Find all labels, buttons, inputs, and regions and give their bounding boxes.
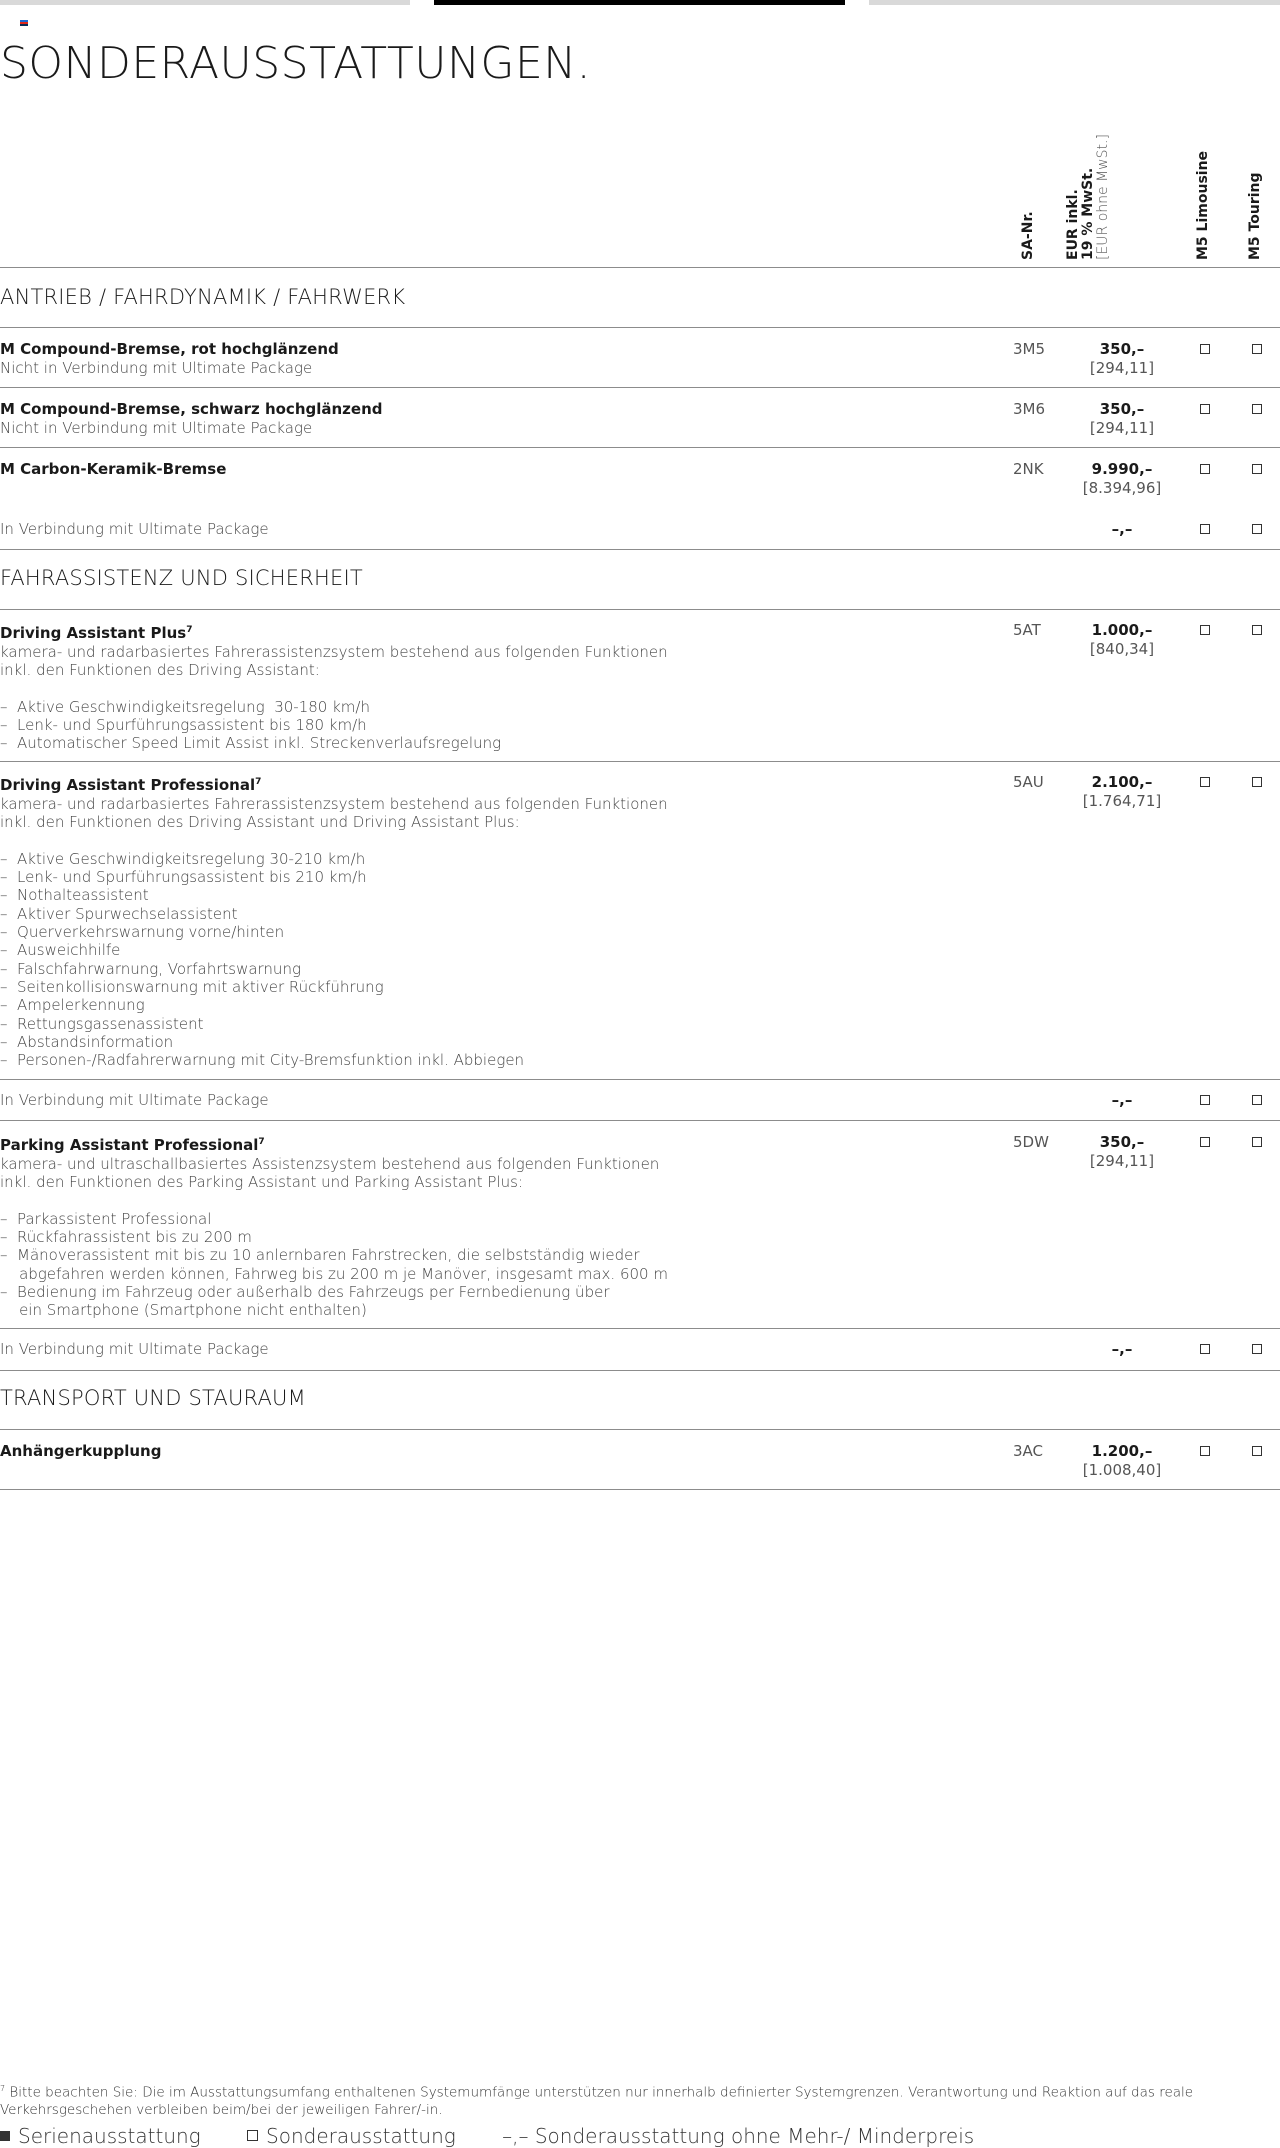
row-desc: In Verbindung mit Ultimate Package — [0, 520, 269, 538]
row-title: Driving Assistant Professional$^7$ — [0, 776, 262, 794]
divider — [0, 1328, 1280, 1329]
legend-serien: Serienausstattung — [0, 2124, 201, 2148]
divider — [0, 1429, 1280, 1430]
row-desc: kamera- und radarbasiertes Fahrerassistenzsystem bestehend aus folgenden Funktionen inkl. den Funktionen des Driving Assistant: – Aktive Geschwindigkeitsregelung 30-180 km/h – Lenk- und Spurführungsassistent bis 180 km/h – Automatischer Speed Limit Assist inkl. Streckenverlaufsregelung — [0, 643, 668, 753]
row-title: Parking Assistant Professional$^7$ — [0, 1136, 265, 1154]
table-row — [0, 520, 1280, 538]
open-square-icon — [1252, 777, 1262, 787]
open-square-icon — [1200, 1344, 1210, 1354]
row-price: 2.100,– [1.764,71] — [1082, 773, 1162, 810]
table-row — [0, 1133, 1280, 1320]
open-square-icon — [1252, 404, 1262, 414]
section-title-antrieb: ANTRIEB / FAHRDYNAMIK / FAHRWERK — [0, 285, 406, 309]
row-desc: Nicht in Verbindung mit Ultimate Package — [0, 419, 313, 437]
row-price: 1.000,– [840,34] — [1089, 621, 1155, 658]
row-price: –,– — [1111, 1340, 1133, 1358]
col-sa-nr: SA-Nr. — [1020, 211, 1036, 260]
open-square-icon — [1200, 1446, 1210, 1456]
row-title: M Carbon-Keramik-Bremse — [0, 460, 227, 478]
open-square-icon — [1200, 404, 1210, 414]
row-code: 5AU — [1013, 773, 1044, 791]
table-row — [0, 1340, 1280, 1358]
open-square-icon — [1252, 1446, 1262, 1456]
open-square-icon — [1200, 625, 1210, 635]
row-title: Anhängerkupplung — [0, 1442, 162, 1460]
table-row — [0, 773, 1280, 1069]
row-code: 5DW — [1013, 1133, 1049, 1151]
column-headers — [0, 110, 1280, 260]
row-price: 350,– [294,11] — [1089, 340, 1155, 377]
flag-icon — [20, 20, 28, 26]
filled-square-icon — [0, 2131, 10, 2141]
row-desc: kamera- und ultraschallbasiertes Assistenzsystem bestehend aus folgenden Funktionen inkl. den Funktionen des Parking Assistant und Parking Assistant Plus: – Parkassistent Professional – Rückfahrassistent bis zu 200 m – Mänoverassistent mit bis zu 10 anlernbaren Fahrstrecken, die selbstständig wieder abgefahren werden können, Fahrweg bis zu 200 m je Manöver, insgesamt max. 600 m – Bedienung im Fahrzeug oder außerhalb des Fahrzeugs per Fernbedienung über ein Smartphone (Smartphone nicht enthalten) — [0, 1155, 668, 1320]
open-square-icon — [1252, 464, 1262, 474]
table-row — [0, 1091, 1280, 1109]
footnote: $^7$ Bitte beachten Sie: Die im Ausstattungsumfang enthaltenen Systemumfänge unterstützen nur innerhalb definierter Systemgrenzen. Verantwortung und Reaktion auf das reale Verkehrsgeschehen verbleiben beim/bei der jeweiligen Fahrer/-in. — [0, 2084, 1194, 2118]
section-title-transport: TRANSPORT UND STAURAUM — [0, 1386, 306, 1410]
row-price: –,– — [1111, 520, 1133, 538]
table-row — [0, 1442, 1280, 1479]
divider — [0, 267, 1280, 268]
page-title: SONDERAUSSTATTUNGEN. — [0, 38, 592, 89]
section-title-fahrassistenz: FAHRASSISTENZ UND SICHERHEIT — [0, 566, 363, 590]
open-square-icon — [1252, 1137, 1262, 1147]
col-m5-limousine: M5 Limousine — [1195, 150, 1211, 260]
row-desc: kamera- und radarbasiertes Fahrerassistenzsystem bestehend aus folgenden Funktionen inkl. den Funktionen des Driving Assistant und Driving Assistant Plus: – Aktive Geschwindigkeitsregelung 30-210 km/h – Lenk- und Spurführungsassistent bis 210 km/h – Nothalteassistent – Aktiver Spurwechselassistent – Querverkehrswarnung vorne/hinten – Ausweichhilfe – Falschfahrwarnung, Vorfahrtswarnung – Seitenkollisionswarnung mit aktiver Rückführung – Ampelerkennung – Rettungsgassenassistent – Abstandsinformation – Personen-/Radfahrerwarnung mit City-Bremsfunktion inkl. Abbiegen — [0, 795, 668, 1070]
col-m5-touring: M5 Touring — [1247, 172, 1263, 260]
row-code: 5AT — [1013, 621, 1041, 639]
row-desc: In Verbindung mit Ultimate Package — [0, 1091, 269, 1109]
row-code: 2NK — [1013, 460, 1044, 478]
row-code: 3M5 — [1013, 340, 1046, 358]
open-square-icon — [247, 2130, 258, 2141]
open-square-icon — [1252, 625, 1262, 635]
divider — [0, 327, 1280, 328]
open-square-icon — [1200, 524, 1210, 534]
col-eur: EUR inkl. 19 % MwSt. [EUR ohne MwSt.] — [1065, 134, 1111, 260]
row-desc: Nicht in Verbindung mit Ultimate Package — [0, 359, 313, 377]
open-square-icon — [1252, 1344, 1262, 1354]
row-price: –,– — [1111, 1091, 1133, 1109]
table-row — [0, 340, 1280, 377]
progress-segment-2-active — [434, 0, 845, 5]
row-title: M Compound-Bremse, rot hochglänzend — [0, 340, 339, 358]
legend-ohne: –,– Sonderausstattung ohne Mehr-/ Minderpreis — [502, 2124, 975, 2148]
open-square-icon — [1200, 777, 1210, 787]
table-row — [0, 460, 1280, 497]
legend-sonder: Sonderausstattung — [247, 2124, 456, 2148]
divider — [0, 1489, 1280, 1490]
divider — [0, 1079, 1280, 1080]
divider — [0, 761, 1280, 762]
divider — [0, 549, 1280, 550]
row-title: M Compound-Bremse, schwarz hochglänzend — [0, 400, 383, 418]
row-code: 3AC — [1013, 1442, 1044, 1460]
open-square-icon — [1200, 1095, 1210, 1105]
row-price: 350,– [294,11] — [1089, 1133, 1155, 1170]
divider — [0, 1120, 1280, 1121]
progress-segment-1 — [0, 0, 410, 5]
row-price: 350,– [294,11] — [1089, 400, 1155, 437]
row-desc: In Verbindung mit Ultimate Package — [0, 1340, 269, 1358]
legend — [0, 2124, 1014, 2148]
open-square-icon — [1252, 524, 1262, 534]
open-square-icon — [1200, 344, 1210, 354]
row-price: 1.200,– [1.008,40] — [1082, 1442, 1162, 1479]
divider — [0, 387, 1280, 388]
row-price: 9.990,– [8.394,96] — [1082, 460, 1162, 497]
table-row — [0, 400, 1280, 437]
row-title: Driving Assistant Plus$^7$ — [0, 624, 193, 642]
divider — [0, 447, 1280, 448]
progress-segment-3 — [869, 0, 1280, 5]
open-square-icon — [1252, 1095, 1262, 1105]
divider — [0, 1370, 1280, 1371]
divider — [0, 609, 1280, 610]
table-row — [0, 621, 1280, 753]
row-code: 3M6 — [1013, 400, 1046, 418]
open-square-icon — [1252, 344, 1262, 354]
open-square-icon — [1200, 464, 1210, 474]
open-square-icon — [1200, 1137, 1210, 1147]
